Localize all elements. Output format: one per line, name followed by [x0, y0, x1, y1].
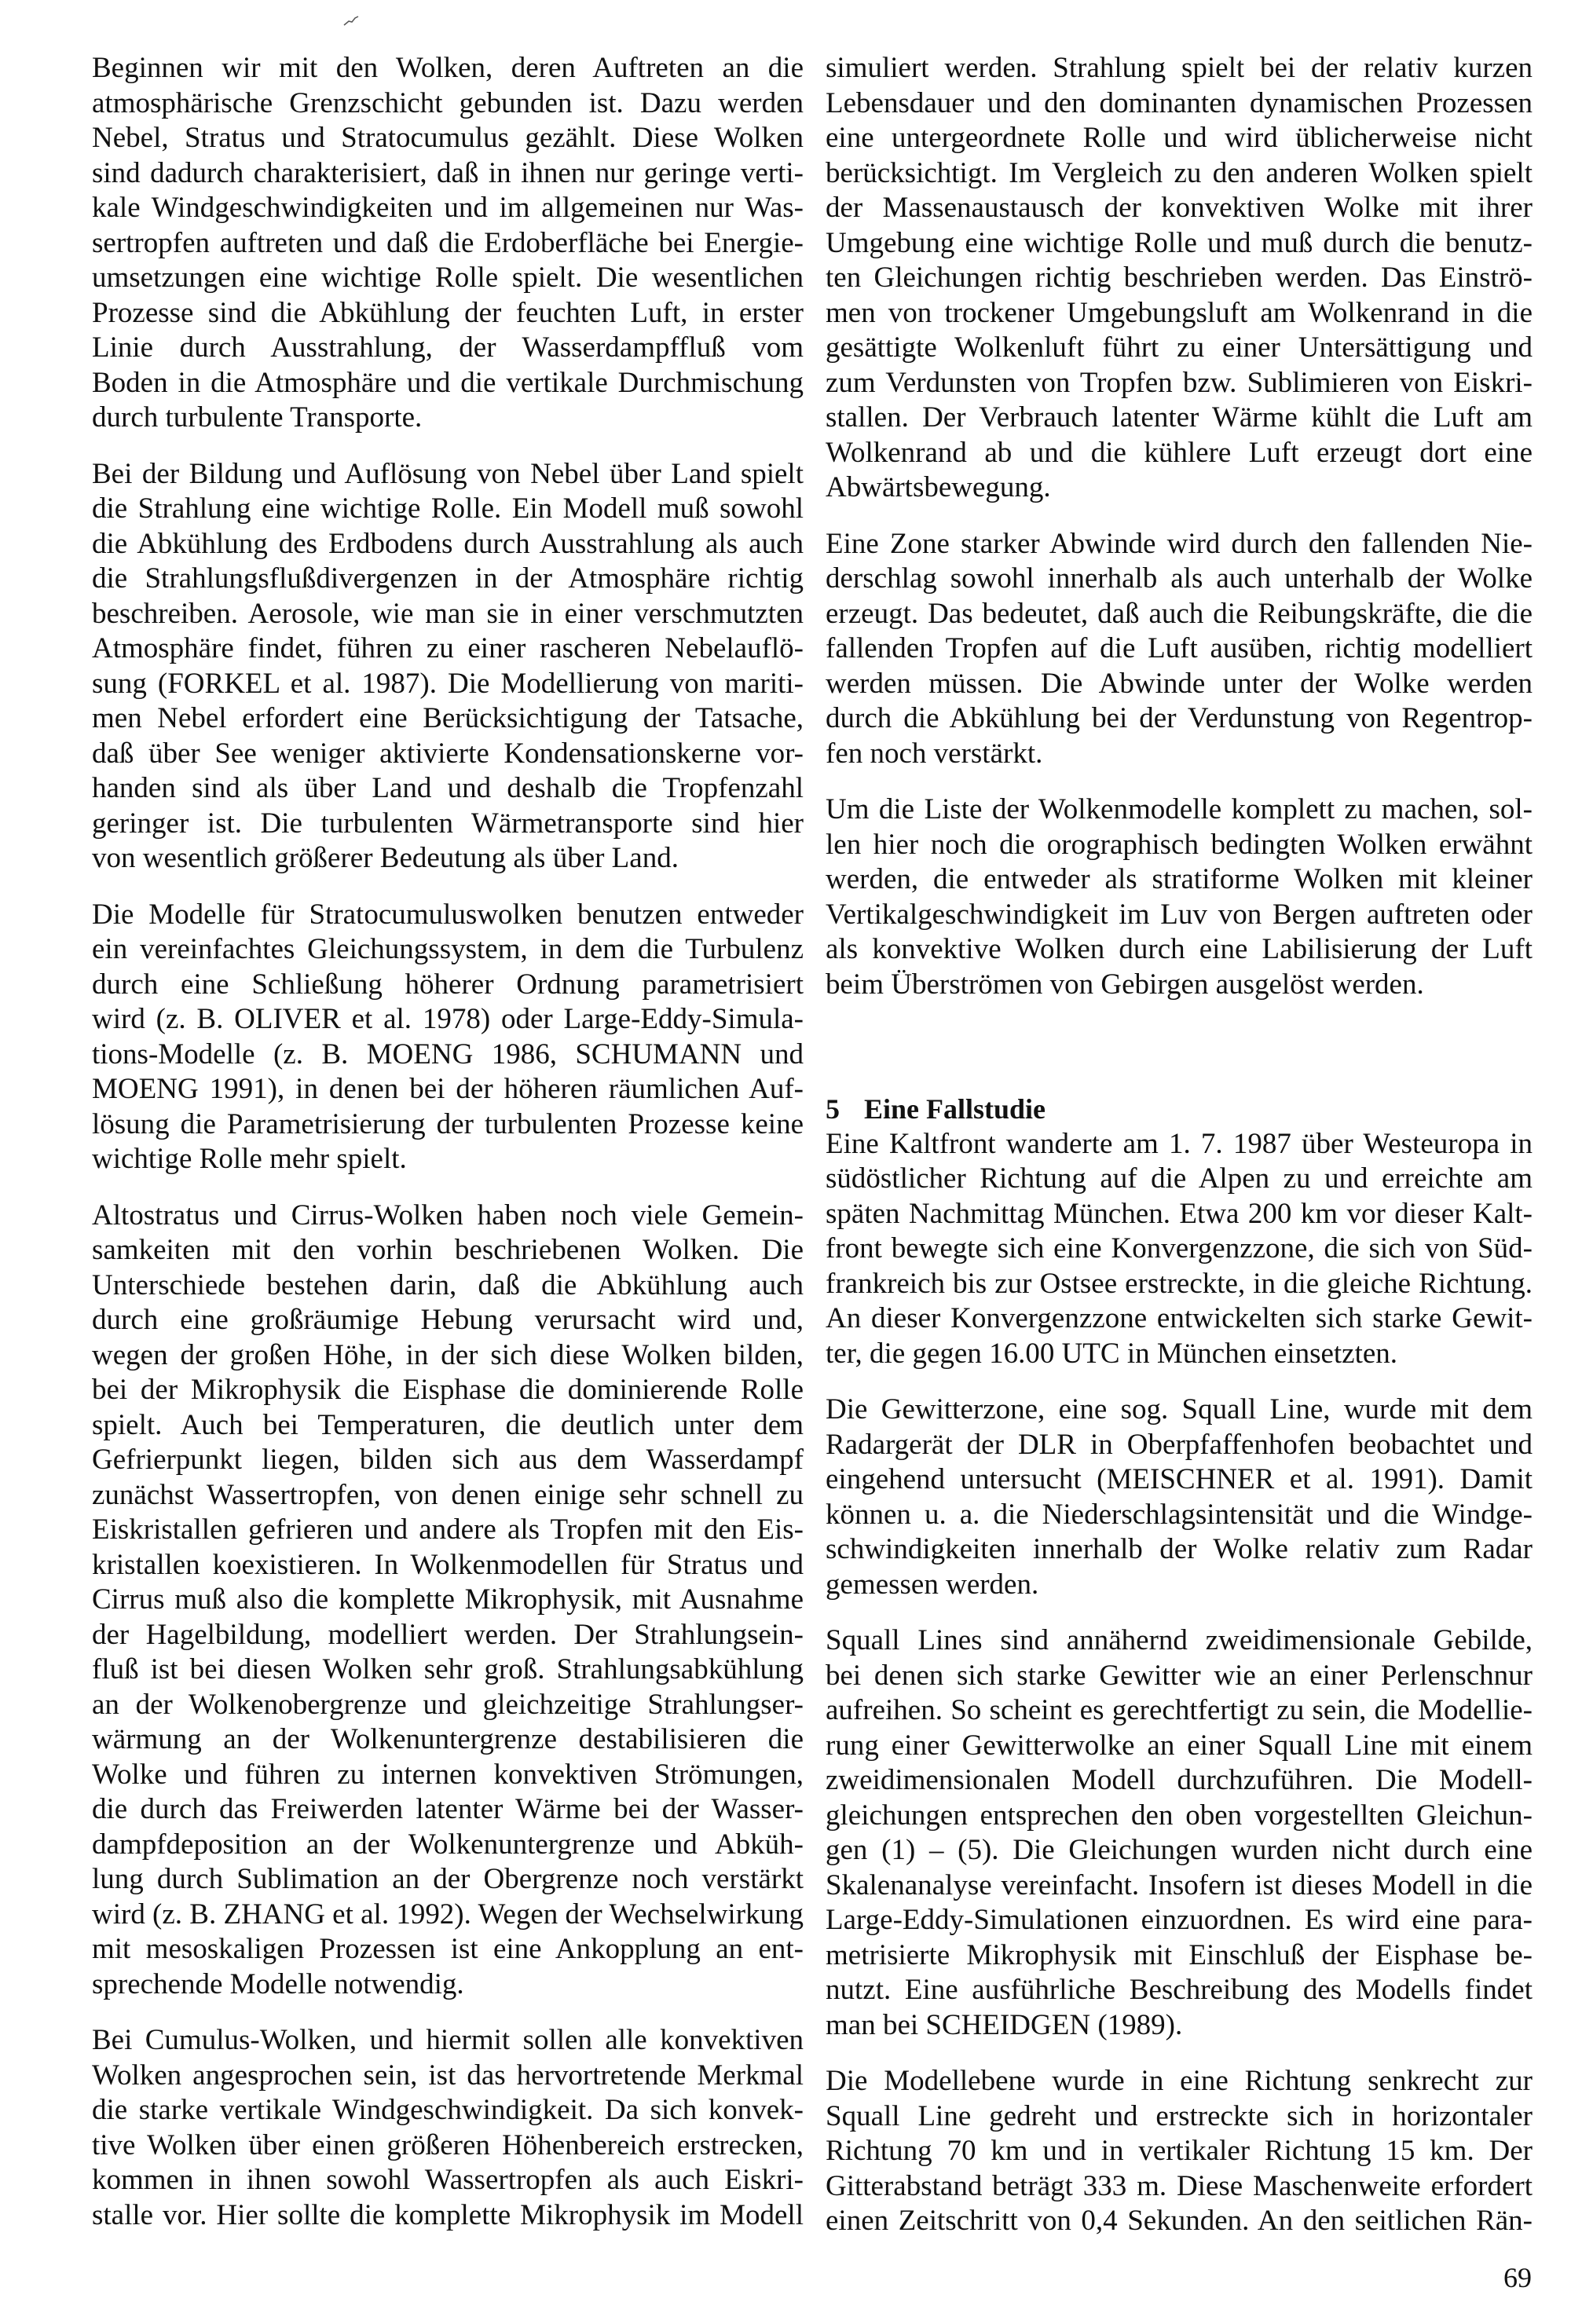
text-line-content: die Strahlungsflußdivergenzen in der Atmosphäre richtig	[92, 562, 804, 595]
section-title: Eine Fallstudie	[864, 1093, 1046, 1125]
text-line-content: stalle vor. Hier sollte die komplette Mikrophysik im Modell	[92, 2198, 804, 2231]
text-line-content: gesättigte Wolkenluft führt zu einer Untersättigung und	[826, 331, 1533, 364]
text-line-content: Die Modelle für Stratocumuluswolken benutzen entweder	[92, 898, 804, 931]
text-line-content: Wolkenrand ab und die kühlere Luft erzeugt dort eine	[826, 436, 1533, 469]
text-line-content: ten Gleichungen richtig beschrieben werden. Das Einströ-	[826, 262, 1533, 294]
text-line-content: Richtung 70 km und in vertikaler Richtung 15 km. Der	[826, 2135, 1533, 2167]
text-line	[92, 1408, 804, 1444]
text-line	[92, 261, 804, 296]
text-line	[826, 436, 1533, 471]
text-line	[92, 841, 804, 877]
text-line	[92, 1932, 804, 1967]
text-line-content: Unterschiede bestehen darin, daß die Abkühlung auch	[92, 1268, 804, 1301]
text-line-content: derschlag sowohl innerhalb als auch unterhalb der Wolke	[826, 562, 1533, 595]
text-line-content: atmosphärische Grenzschicht gebunden ist. Dazu werden	[92, 86, 804, 119]
text-line	[826, 226, 1533, 262]
paragraph	[826, 1623, 1533, 2043]
text-line-content: Altostratus und Cirrus-Wolken haben noch viele Gemein-	[92, 1199, 804, 1232]
text-line-content: schwindigkeiten innerhalb der Wolke relativ zum Radar	[826, 1533, 1533, 1565]
text-line	[826, 1197, 1533, 1232]
text-line	[92, 2023, 804, 2059]
text-line-content: wegen der großen Höhe, in der sich diese Wolken bilden,	[92, 1338, 804, 1371]
text-line-content: umsetzungen eine wichtige Rolle spielt. Die wesentlichen	[92, 262, 804, 294]
text-line	[826, 792, 1533, 828]
text-line-content: Cirrus muß also die komplette Mikrophysik, mit Ausnahme	[92, 1583, 804, 1616]
text-line	[826, 1833, 1533, 1868]
text-line-content: wird (z. B. OLIVER et al. 1978) oder Large-Eddy-Simula-	[92, 1003, 804, 1035]
text-line-content: Die Modellebene wurde in eine Richtung senkrecht zur	[826, 2065, 1533, 2097]
text-line	[92, 1199, 804, 1234]
text-line-content: eine untergeordnete Rolle und wird üblicherweise nicht	[826, 122, 1533, 154]
text-line	[92, 226, 804, 262]
text-line	[92, 1862, 804, 1898]
text-line-content: Skalenanalyse vereinfacht. Insofern ist dieses Modell in die	[826, 1868, 1533, 1901]
section-number: 5	[826, 1093, 840, 1125]
text-line-content: werden müssen. Die Abwinde unter der Wolke werden	[826, 667, 1533, 700]
text-line-content: dampfdeposition an der Wolkenuntergrenze und Abküh-	[92, 1828, 804, 1861]
text-line	[826, 1127, 1533, 1162]
text-line	[92, 86, 804, 122]
text-line-content: nutzt. Eine ausführliche Beschreibung des Modells findet	[826, 1974, 1533, 2006]
text-line-content: tions-Modelle (z. B. MOENG 1986, SCHUMANN und	[92, 1038, 804, 1071]
text-line	[826, 1763, 1533, 1799]
text-line	[92, 1722, 804, 1758]
text-line-content: Atmosphäre findet, führen zu einer rascheren Nebelauflö-	[92, 632, 804, 664]
text-line	[92, 1107, 804, 1143]
text-line	[92, 1618, 804, 1653]
text-line-content: metrisierte Mikrophysik mit Einschluß der Eisphase be-	[826, 1938, 1533, 1971]
text-line	[826, 86, 1533, 122]
text-line	[92, 1583, 804, 1618]
text-line	[92, 1478, 804, 1513]
text-line-content: ein vereinfachtes Gleichungssystem, in dem die Turbulenz	[92, 933, 804, 965]
text-line	[826, 667, 1533, 702]
text-line	[826, 1659, 1533, 1694]
text-line-content: Vertikalgeschwindigkeit im Luv von Bergen auftreten oder	[826, 898, 1533, 931]
text-line	[826, 191, 1533, 226]
text-line	[92, 597, 804, 632]
text-line-content: MOENG 1991), in denen bei der höheren räumlichen Auf-	[92, 1073, 804, 1105]
text-line-content: Die Gewitterzone, eine sog. Squall Line, wurde mit dem	[826, 1393, 1533, 1426]
text-line	[826, 862, 1533, 898]
text-line	[826, 296, 1533, 331]
text-line-content: Prozesse sind die Abkühlung der feuchten Luft, in erster	[92, 296, 804, 329]
text-line	[826, 631, 1533, 667]
text-line-content: lösung die Parametrisierung der turbulenten Prozesse keine	[92, 1107, 804, 1140]
text-line	[92, 1548, 804, 1583]
text-line	[92, 1002, 804, 1038]
text-line	[826, 898, 1533, 933]
text-line	[826, 1462, 1533, 1498]
text-line-content: Wolken angesprochen sein, ist das hervortretende Merkmal	[92, 2059, 804, 2092]
text-line-content: len hier noch die orographisch bedingten Wolken erwähnt	[826, 828, 1533, 861]
text-line-content: Radargerät der DLR in Oberpfaffenhofen beobachtet und	[826, 1428, 1533, 1461]
text-line-content: stallen. Der Verbrauch latenter Wärme kühlt die Luft am	[826, 401, 1533, 434]
text-line-content: Gefrierpunkt liegen, bilden sich aus dem Wasserdampf	[92, 1444, 804, 1476]
left-column	[92, 51, 804, 2254]
text-line-content: gen (1) – (5). Die Gleichungen wurden nicht durch eine	[826, 1834, 1533, 1866]
text-line	[826, 1232, 1533, 1267]
text-line-content: Gitterabstand beträgt 333 m. Diese Maschenweite erfordert	[826, 2169, 1533, 2202]
text-line-content: men Nebel erfordert eine Berücksichtigung der Tatsache,	[92, 702, 804, 734]
text-line-content: durch eine Schließung höherer Ordnung parametrisiert	[92, 968, 804, 1001]
text-line-content: südöstlicher Richtung auf die Alpen zu und erreichte am	[826, 1162, 1533, 1195]
text-line-content: frankreich bis zur Ostsee erstreckte, in die gleiche Richtung.	[826, 1267, 1533, 1300]
text-line	[826, 1393, 1533, 1428]
text-line-content: Beginnen wir mit den Wolken, deren Auftreten an die	[92, 52, 804, 84]
text-line-content: daß über See weniger aktivierte Kondensationskerne vor-	[92, 737, 804, 770]
text-line	[826, 1162, 1533, 1197]
text-line	[92, 1513, 804, 1548]
text-line-content: die durch das Freiwerden latenter Wärme bei der Wasser-	[92, 1793, 804, 1825]
text-line	[92, 191, 804, 226]
text-line-content: Bei Cumulus-Wolken, und hiermit sollen alle konvektiven	[92, 2024, 804, 2056]
text-line	[826, 1938, 1533, 1974]
text-line	[92, 1338, 804, 1374]
text-line	[92, 457, 804, 492]
text-line-content: Linie durch Ausstrahlung, der Wasserdampffluß vom	[92, 331, 804, 364]
text-line-content: lung durch Sublimation an der Obergrenze noch verstärkt	[92, 1863, 804, 1895]
text-line	[92, 968, 804, 1003]
text-line-content: spielt. Auch bei Temperaturen, die deutlich unter dem	[92, 1408, 804, 1441]
text-line	[92, 156, 804, 192]
text-line	[826, 121, 1533, 156]
paragraph	[826, 51, 1533, 506]
text-line	[92, 1268, 804, 1304]
text-line	[826, 1568, 1533, 1603]
text-line-content: der Massenaustausch der konvektiven Wolke mit ihrer	[826, 192, 1533, 224]
paragraph	[92, 457, 804, 877]
text-line	[92, 1233, 804, 1268]
paragraph	[826, 1393, 1533, 1602]
paragraph	[92, 51, 804, 436]
text-line	[826, 1868, 1533, 1904]
text-line-content: wärmung an der Wolkenuntergrenze destabilisieren die	[92, 1723, 804, 1755]
text-line	[826, 1267, 1533, 1302]
text-line	[826, 828, 1533, 863]
text-line-content: geringer ist. Die turbulenten Wärmetransporte sind hier	[92, 807, 804, 840]
text-line-content: durch die Abkühlung bei der Verdunstung von Regentrop-	[826, 702, 1533, 734]
text-line-content: Squall Line gedreht und erstreckte sich in horizontaler	[826, 2099, 1533, 2132]
paragraph	[92, 898, 804, 1177]
text-line	[826, 1532, 1533, 1568]
text-line	[92, 1828, 804, 1863]
text-line	[826, 527, 1533, 562]
text-line	[92, 492, 804, 527]
text-line	[826, 2064, 1533, 2099]
text-line-content: können u. a. die Niederschlagsintensität und die Windge-	[826, 1498, 1533, 1531]
paragraph	[826, 527, 1533, 772]
text-line-content: Abwärtsbewegung.	[826, 471, 1051, 503]
text-line	[826, 1693, 1533, 1729]
text-line	[826, 1729, 1533, 1764]
text-line	[826, 968, 1533, 1003]
text-line	[826, 331, 1533, 366]
text-line-content: bei der Mikrophysik die Eisphase die dominierende Rolle	[92, 1374, 804, 1406]
text-line-content: die Strahlung eine wichtige Rolle. Ein Modell muß sowohl	[92, 492, 804, 525]
text-line	[826, 2134, 1533, 2169]
text-line-content: eingehend untersucht (MEISCHNER et al. 1991). Damit	[826, 1463, 1533, 1495]
text-line-content: men von trockener Umgebungsluft am Wolkenrand in die	[826, 296, 1533, 329]
text-line-content: kristallen koexistieren. In Wolkenmodellen für Stratus und	[92, 1548, 804, 1581]
text-line-content: zunächst Wassertropfen, von denen einige sehr schnell zu	[92, 1478, 804, 1511]
text-line	[92, 401, 804, 436]
text-line-content: sprechende Modelle notwendig.	[92, 1967, 464, 2000]
text-line	[92, 631, 804, 667]
text-line	[92, 51, 804, 86]
paragraph	[826, 792, 1533, 1002]
text-line	[826, 701, 1533, 737]
text-line	[826, 737, 1533, 772]
text-line	[92, 1652, 804, 1688]
text-line	[826, 1799, 1533, 1834]
text-line-content: Wolke und führen zu internen konvektiven Strömungen,	[92, 1758, 804, 1791]
text-line-content: berücksichtigt. Im Vergleich zu den anderen Wolken spielt	[826, 156, 1533, 189]
text-line	[826, 562, 1533, 597]
text-line-content: wichtige Rolle mehr spielt.	[92, 1143, 407, 1175]
text-line	[92, 562, 804, 597]
text-line	[92, 1792, 804, 1828]
text-line	[826, 2204, 1533, 2239]
text-line-content: die starke vertikale Windgeschwindigkeit. Da sich konvek-	[92, 2094, 804, 2126]
text-line	[826, 1623, 1533, 1659]
text-line-content: bei denen sich starke Gewitter wie an einer Perlenschnur	[826, 1659, 1533, 1692]
text-line	[826, 401, 1533, 436]
text-line	[92, 898, 804, 933]
text-line	[92, 331, 804, 366]
text-line	[92, 1038, 804, 1073]
text-line-content: durch eine großräumige Hebung verursacht wird und,	[92, 1304, 804, 1336]
text-line-content: sung (FORKEL et al. 1987). Die Modellierung von mariti-	[92, 667, 804, 700]
text-line	[826, 156, 1533, 192]
text-line	[92, 667, 804, 702]
text-line	[826, 1301, 1533, 1337]
right-column-intro	[826, 51, 1533, 1002]
text-line-content: An dieser Konvergenzzone entwickelten sich starke Gewit-	[826, 1302, 1533, 1334]
page-number: 69	[1503, 2262, 1532, 2293]
section-heading	[826, 1092, 1533, 1127]
text-line	[92, 701, 804, 737]
text-line	[92, 807, 804, 842]
text-line-content: Eine Kaltfront wanderte am 1. 7. 1987 über Westeuropa in	[826, 1127, 1533, 1160]
text-line-content: Umgebung eine wichtige Rolle und muß durch die benutz-	[826, 226, 1533, 259]
text-line	[92, 2128, 804, 2164]
text-line	[826, 1973, 1533, 2008]
text-line-content: durch turbulente Transporte.	[92, 401, 423, 434]
text-line-content: zum Verdunsten von Tropfen bzw. Sublimieren von Eiskri-	[826, 366, 1533, 399]
text-line-content: fallenden Tropfen auf die Luft ausüben, richtig modelliert	[826, 632, 1533, 664]
text-line-content: von wesentlich größerer Bedeutung als über Land.	[92, 842, 679, 874]
text-line-content: mit mesoskaligen Prozessen ist eine Ankopplung an ent-	[92, 1933, 804, 1965]
text-line	[92, 2093, 804, 2128]
text-line-content: erzeugt. Das bedeutet, daß auch die Reibungskräfte, die die	[826, 597, 1533, 630]
text-line-content: werden, die entweder als stratiforme Wolken mit kleiner	[826, 863, 1533, 895]
text-line	[92, 1758, 804, 1793]
paragraph	[92, 1199, 804, 2003]
text-line	[92, 296, 804, 331]
text-line-content: man bei SCHEIDGEN (1989).	[826, 2008, 1183, 2041]
text-line	[92, 1072, 804, 1107]
text-line-content: sertropfen auftreten und daß die Erdoberfläche bei Energie-	[92, 226, 804, 259]
paragraph	[92, 2023, 804, 2233]
text-line-content: handen sind als über Land und deshalb die Tropfenzahl	[92, 772, 804, 804]
text-line-content: beim Überströmen von Gebirgen ausgelöst werden.	[826, 968, 1424, 1001]
section-body	[826, 1127, 1533, 2239]
text-line	[92, 527, 804, 562]
text-line	[92, 121, 804, 156]
text-line-content: kommen in ihnen sowohl Wassertropfen als auch Eiskri-	[92, 2164, 804, 2196]
text-line	[826, 1428, 1533, 1463]
text-line-content: Lebensdauer und den dominanten dynamischen Prozessen	[826, 86, 1533, 119]
text-line-content: simuliert werden. Strahlung spielt bei der relativ kurzen	[826, 52, 1533, 84]
text-line-content: der Hagelbildung, modelliert werden. Der Strahlungsein-	[92, 1618, 804, 1651]
text-line-content: aufreihen. So scheint es gerechtfertigt zu sein, die Modellie-	[826, 1694, 1533, 1726]
text-line-content: Nebel, Stratus und Stratocumulus gezählt. Diese Wolken	[92, 122, 804, 154]
text-line	[826, 1337, 1533, 1372]
text-line-content: an der Wolkenobergrenze und gleichzeitige Strahlungser-	[92, 1688, 804, 1721]
paragraph	[826, 1127, 1533, 1372]
text-line	[826, 597, 1533, 632]
text-line-content: Eiskristallen gefrieren und andere als Tropfen mit den Eis-	[92, 1513, 804, 1546]
text-line	[92, 2163, 804, 2198]
text-line	[826, 366, 1533, 401]
right-column	[826, 51, 1533, 2260]
text-line	[826, 2169, 1533, 2205]
text-line-content: front bewegte sich eine Konvergenzzone, die sich von Süd-	[826, 1232, 1533, 1264]
text-line-content: Large-Eddy-Simulationen einzuordnen. Es wird eine para-	[826, 1904, 1533, 1936]
text-line-content: als konvektive Wolken durch eine Labilisierung der Luft	[826, 933, 1533, 965]
text-line-content: fen noch verstärkt.	[826, 737, 1043, 770]
text-line	[92, 1303, 804, 1338]
paragraph	[826, 2064, 1533, 2239]
text-line-content: beschreiben. Aerosole, wie man sie in einer verschmutzten	[92, 597, 804, 630]
text-line	[826, 1903, 1533, 1938]
text-line-content: rung einer Gewitterwolke an einer Squall Line mit einem	[826, 1729, 1533, 1762]
text-line	[92, 1443, 804, 1478]
text-line-content: tive Wolken über einen größeren Höhenbereich erstrecken,	[92, 2128, 804, 2161]
text-line-content: Bei der Bildung und Auflösung von Nebel über Land spielt	[92, 457, 804, 490]
text-line	[826, 932, 1533, 968]
text-line	[92, 1142, 804, 1177]
text-line	[92, 2059, 804, 2094]
text-line-content: wird (z. B. ZHANG et al. 1992). Wegen der Wechselwirkung	[92, 1898, 804, 1931]
text-line-content: kale Windgeschwindigkeiten und im allgemeinen nur Was-	[92, 192, 804, 224]
text-line-content: gleichungen entsprechen den oben vorgestellten Gleichun-	[826, 1799, 1533, 1832]
text-line-content: späten Nachmittag München. Etwa 200 km vor dieser Kalt-	[826, 1197, 1533, 1230]
text-line	[92, 1688, 804, 1723]
text-line	[826, 51, 1533, 86]
text-line	[92, 771, 804, 807]
text-line	[826, 1498, 1533, 1533]
text-line-content: gemessen werden.	[826, 1568, 1039, 1601]
text-line	[92, 1898, 804, 1933]
text-line	[826, 2008, 1533, 2044]
scan-speck-mark	[342, 14, 361, 27]
text-line-content: Eine Zone starker Abwinde wird durch den fallenden Nie-	[826, 527, 1533, 560]
text-line	[92, 1373, 804, 1408]
text-line-content: sind dadurch charakterisiert, daß in ihnen nur geringe verti-	[92, 156, 804, 189]
text-line	[92, 1967, 804, 2003]
text-line	[826, 470, 1533, 506]
text-line-content: Boden in die Atmosphäre und die vertikale Durchmischung	[92, 366, 804, 399]
text-line-content: fluß ist bei diesen Wolken sehr groß. Strahlungsabkühlung	[92, 1653, 804, 1685]
text-line-content: einen Zeitschritt von 0,4 Sekunden. An den seitlichen Rän-	[826, 2205, 1533, 2237]
text-line-content: Squall Lines sind annähernd zweidimensionale Gebilde,	[826, 1624, 1533, 1656]
text-line	[92, 366, 804, 401]
text-line	[826, 2099, 1533, 2135]
text-line	[92, 737, 804, 772]
text-line-content: Um die Liste der Wolkenmodelle komplett zu machen, sol-	[826, 793, 1533, 825]
text-line-content: zweidimensionalen Modell durchzuführen. Die Modell-	[826, 1764, 1533, 1796]
text-line-content: die Abkühlung des Erdbodens durch Ausstrahlung als auch	[92, 527, 804, 560]
text-line	[92, 2198, 804, 2234]
text-line-content: ter, die gegen 16.00 UTC in München einsetzten.	[826, 1337, 1398, 1370]
text-line	[826, 261, 1533, 296]
text-line	[92, 932, 804, 968]
text-line-content: samkeiten mit den vorhin beschriebenen Wolken. Die	[92, 1234, 804, 1266]
